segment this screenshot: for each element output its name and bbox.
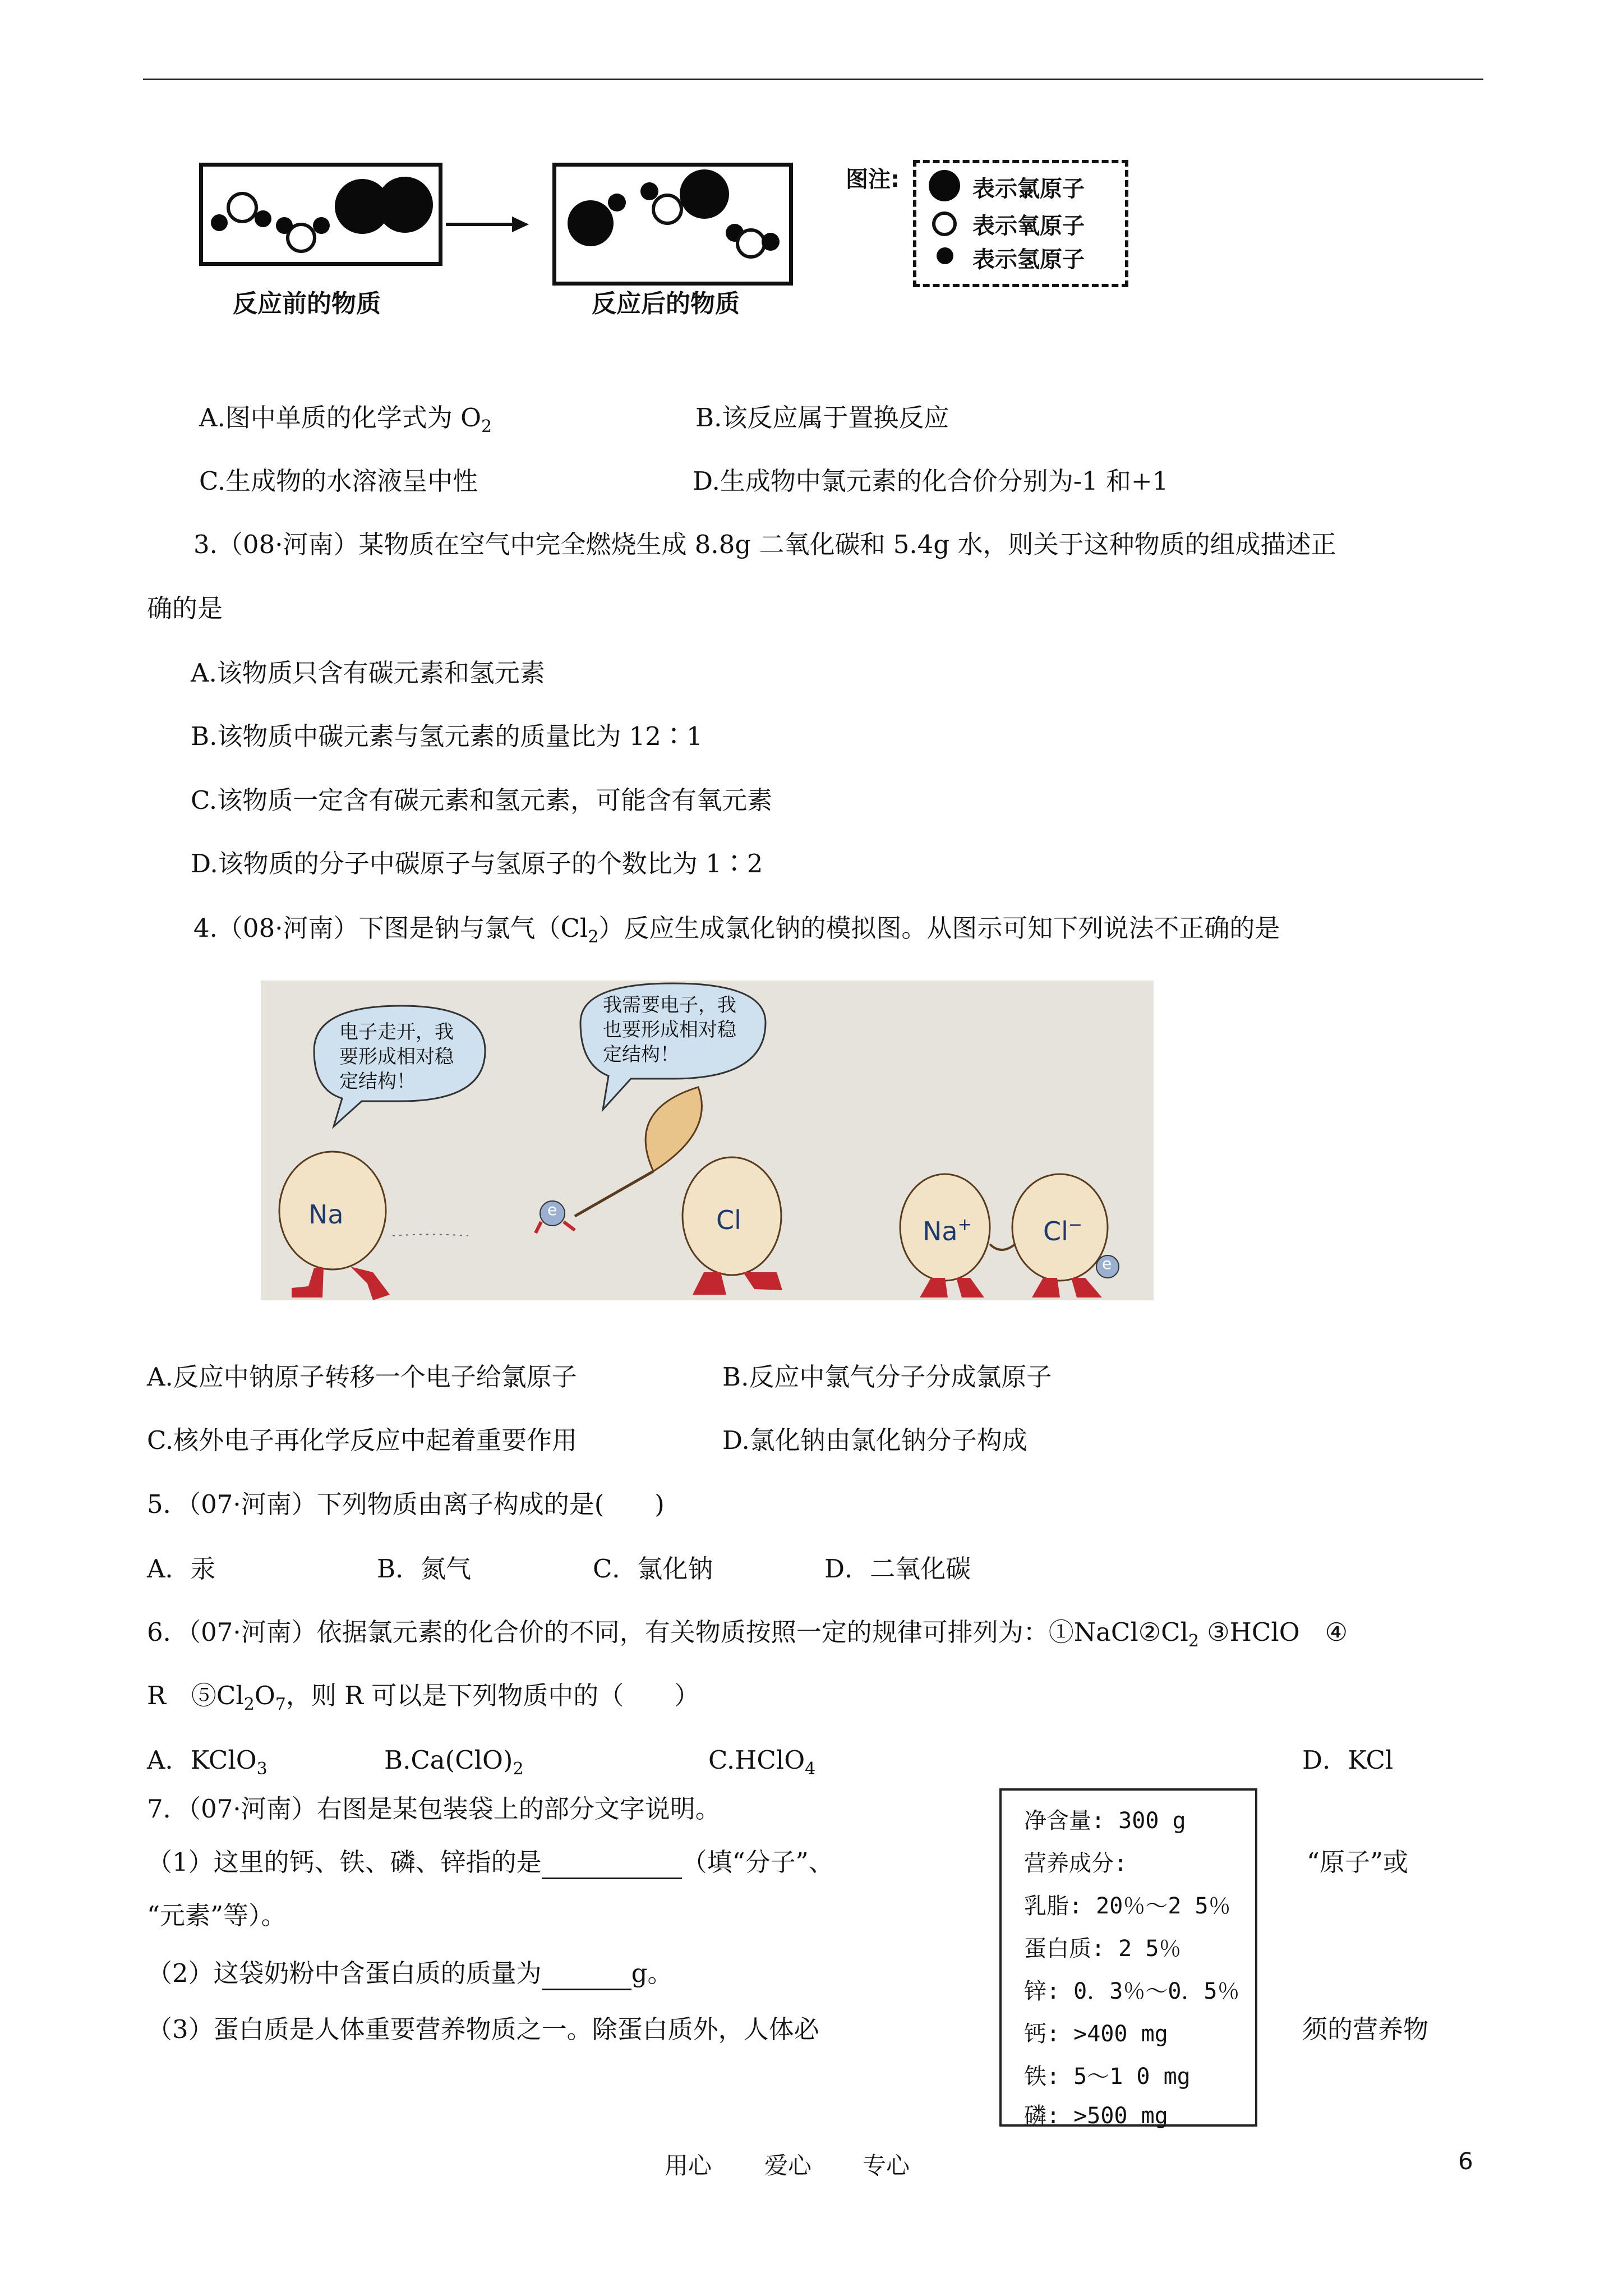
cl-ion-label: Cl− — [1043, 1215, 1083, 1246]
bubble-right-line: 我需要电子，我 — [603, 994, 736, 1016]
q7-part1-tail: “原子”或 — [1307, 1847, 1409, 1877]
q6-stem-line1: 6．（07·河南）依据氯元素的化合价的不同，有关物质按照一定的规律可排列为：$①NaCl②Cl_2$ ③HClO ④ — [147, 1617, 1348, 1651]
electron-label: e — [547, 1200, 557, 1219]
header-rule — [143, 79, 1483, 80]
q3-option-d: D.该物质的分子中碳原子与氢原子的个数比为 1∶2 — [191, 849, 763, 878]
q5-option-a: A．汞 — [147, 1554, 216, 1584]
cl-atom-label: Cl — [716, 1205, 741, 1235]
q4-option-a: A.反应中钠原子转移一个电子给氯原子 — [147, 1362, 577, 1392]
bubble-right-line: 定结构！ — [603, 1043, 679, 1066]
legend-box — [913, 160, 1128, 287]
footer-motto-1: 用心 — [665, 2152, 712, 2179]
oxygen-atom — [932, 211, 957, 236]
legend-hydrogen: 表示氢原子 — [972, 247, 1085, 273]
q3-option-a: A.该物质只含有碳元素和氢元素 — [191, 658, 545, 688]
arrow-icon — [446, 213, 530, 236]
q6-option-c: C.HClO$_4$ — [708, 1745, 816, 1779]
footer-motto-2: 爱心 — [764, 2152, 812, 2179]
oxygen-atom — [652, 194, 683, 225]
legend-chlorine: 表示氯原子 — [972, 176, 1085, 202]
nutrition-row: 净含量: 300 g — [1024, 1808, 1186, 1834]
nutrition-row: 磷: >500 mg — [1024, 2103, 1168, 2129]
q5-option-c: C．氯化钠 — [593, 1554, 713, 1584]
q4-option-b: B.反应中氯气分子分成氯原子 — [722, 1362, 1052, 1392]
oxygen-atom — [227, 192, 258, 223]
q5-stem: 5．（07·河南）下列物质由离子构成的是( ) — [147, 1489, 665, 1519]
q5-option-d: D．二氧化碳 — [824, 1554, 971, 1584]
bubble-right-text — [603, 993, 736, 1067]
hydrogen-atom — [937, 247, 953, 264]
bubble-left-line: 定结构！ — [339, 1070, 416, 1093]
answer-blank-2[interactable] — [542, 1964, 631, 1990]
sodium-chlorine-illustration — [261, 981, 1154, 1300]
q2-option-a: A.图中单质的化学式为 $O_2$ — [199, 403, 492, 436]
q6-option-a: A．KClO$_3$ — [147, 1745, 268, 1779]
q3-option-c: C.该物质一定含有碳元素和氢元素，可能含有氧元素 — [191, 785, 773, 815]
bubble-left-line: 电子走开，我 — [339, 1021, 454, 1043]
q6-stem-line2: R $⑤Cl_2O_7$，则 R 可以是下列物质中的（ ） — [147, 1681, 700, 1714]
legend-oxygen: 表示氧原子 — [972, 213, 1085, 239]
q6-option-d: D．KCl — [1302, 1745, 1394, 1775]
before-box — [199, 163, 442, 266]
q6-option-b: $B.Ca(ClO)_2$ — [384, 1745, 524, 1779]
chlorine-atom — [929, 170, 960, 201]
bubble-left-line: 要形成相对稳 — [339, 1046, 454, 1068]
nutrition-row: 铁: 5～1 0 mg — [1024, 2064, 1191, 2090]
na-ion-label: Na+ — [923, 1215, 972, 1246]
q4-option-c: C.核外电子再化学反应中起着重要作用 — [147, 1425, 578, 1455]
nutrition-row: 乳脂: 20％～2 5％ — [1024, 1893, 1231, 1919]
q3-option-b: B.该物质中碳元素与氢元素的质量比为 12∶1 — [191, 721, 703, 751]
nutrition-row: 营养成分: — [1024, 1851, 1128, 1876]
hydrogen-atom — [762, 233, 780, 251]
q7-part2: （2）这袋奶粉中含蛋白质的质量为 g。 — [147, 1957, 672, 1990]
nutrition-row: 蛋白质: 2 5％ — [1024, 1936, 1182, 1962]
caption-before: 反应前的物质 — [233, 289, 381, 318]
bubble-left-text — [339, 1020, 454, 1094]
hydrogen-atom — [313, 217, 330, 234]
chlorine-atom — [377, 177, 433, 233]
bubble-right-line: 也要形成相对稳 — [603, 1019, 736, 1041]
q2-option-b: B.该反应属于置换反应 — [695, 403, 949, 432]
chlorine-atom — [568, 200, 614, 246]
q7-part1: （1）这里的钙、铁、磷、锌指的是 （填“分子”、 — [147, 1846, 834, 1879]
q3-stem-line2: 确的是 — [147, 593, 223, 623]
nutrition-row: 钙: >400 mg — [1024, 2021, 1168, 2047]
nutrition-label-box — [999, 1788, 1257, 2127]
q2-option-c: C.生成物的水溶液呈中性 — [199, 466, 478, 496]
hydrogen-atom — [276, 217, 293, 234]
hydrogen-atom — [608, 194, 626, 211]
q2-option-d: D.生成物中氯元素的化合价分别为-1 和+1 — [693, 466, 1169, 496]
answer-blank-1[interactable] — [542, 1853, 682, 1879]
q3-stem-line1: 3.（08·河南）某物质在空气中完全燃烧生成 8.8g 二氧化碳和 5.4g 水，则关于这种物质的组成描述正 — [193, 530, 1336, 559]
q7-part3: （3）蛋白质是人体重要营养物质之一。除蛋白质外，人体必 — [147, 2014, 819, 2044]
q7-part1-line2: “元素”等）。 — [147, 1901, 287, 1930]
legend-title: 图注: — [846, 167, 900, 192]
q7-part3-tail: 须的营养物 — [1302, 2014, 1429, 2044]
caption-after: 反应后的物质 — [592, 289, 740, 318]
hydrogen-atom — [211, 214, 228, 231]
q4-stem: 4.（08·河南）下图是钠与氯气$(Cl_2)$反应生成氯化钠的模拟图。从图示可知下列说法不正确的是 — [193, 913, 1280, 947]
page-number: 6 — [1458, 2147, 1473, 2175]
q7-stem: 7．（07·河南）右图是某包装袋上的部分文字说明。 — [147, 1794, 721, 1824]
hydrogen-atom — [255, 210, 271, 227]
after-box — [552, 163, 793, 286]
electron-label-ion: e — [1102, 1254, 1112, 1273]
chlorine-atom — [680, 169, 729, 219]
hydrogen-atom — [640, 182, 658, 200]
nutrition-row: 锌: 0．3％～0．5％ — [1024, 1978, 1240, 2004]
q4-option-d: D.氯化钠由氯化钠分子构成 — [722, 1425, 1027, 1455]
q5-option-b: B．氮气 — [377, 1554, 472, 1584]
na-atom-label: Na — [308, 1199, 344, 1230]
footer-motto-3: 专心 — [863, 2152, 910, 2179]
